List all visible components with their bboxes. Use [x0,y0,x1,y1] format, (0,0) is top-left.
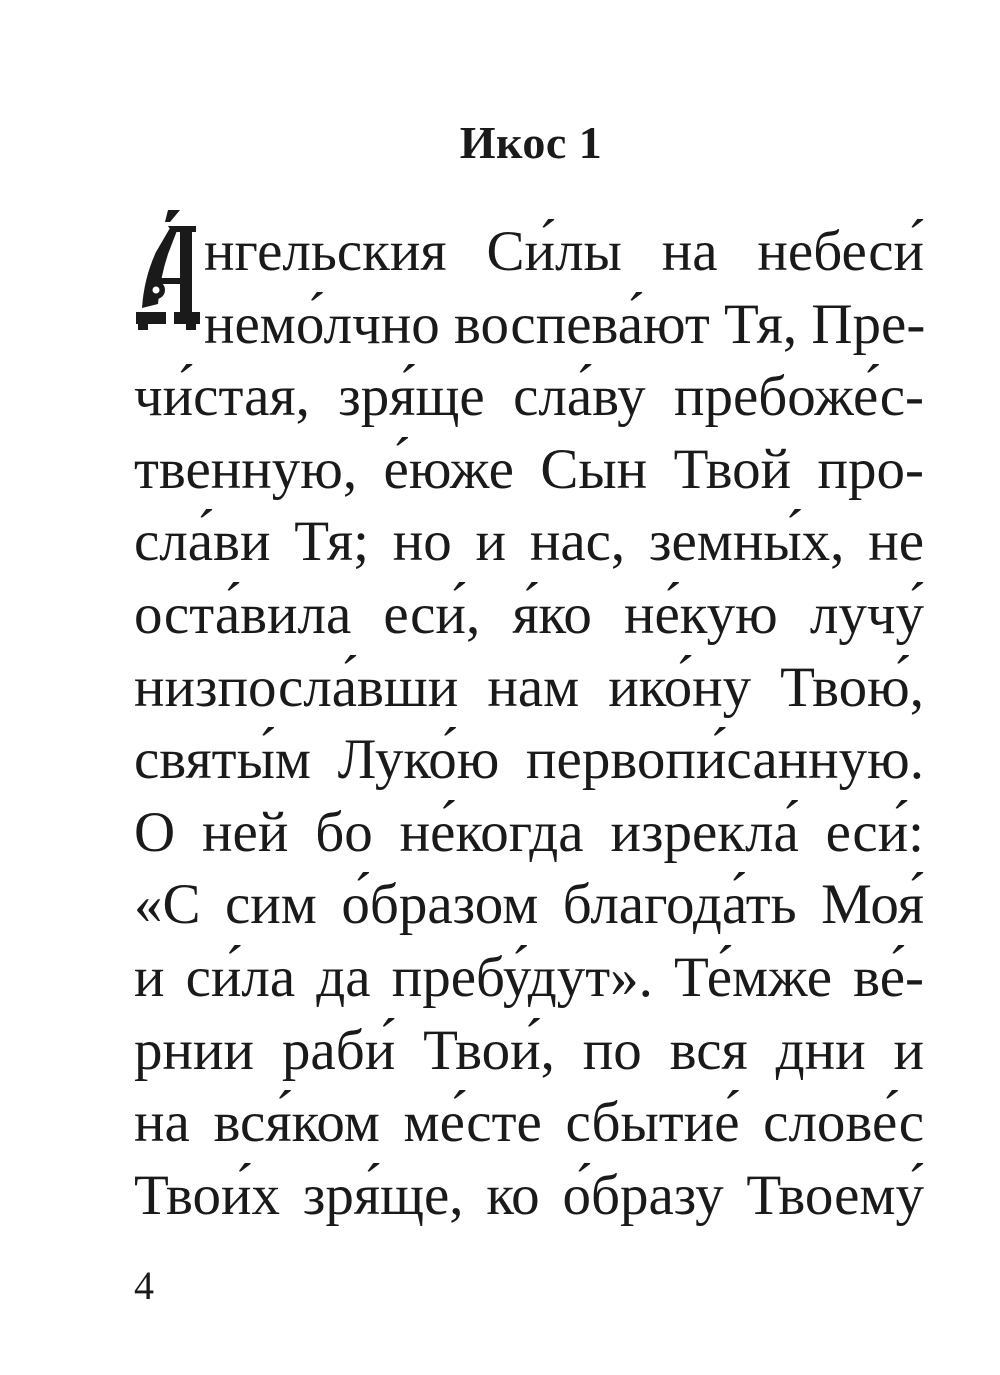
text-line: твенную, е́юже Сын Твой про- [134,437,924,501]
page-number: 4 [134,1263,154,1308]
text-line: О ней бо не́когда изрекла́ еси́: [134,800,924,864]
text-line: нгельския Си́лы на небеси́ [204,220,924,283]
ikos-text [134,216,924,1232]
text-line: на вся́ком ме́сте сбытие́ слове́с [134,1091,924,1155]
text-line: чи́стая, зря́ще сла́ву пребоже́с- [134,365,924,429]
page-title: Икос 1 [459,117,603,168]
text-line: немо́лчно воспева́ют Тя, Пре- [204,292,926,356]
text-line: сла́ви Тя; но и нас, земны́х, не [134,510,924,574]
text-line: Твои́х зря́ще, ко о́бразу Твоему́ [134,1163,924,1227]
text-line: оста́вила еси́, я́ко не́кую лучу́ [134,582,924,646]
text-line: святы́м Луко́ю первопи́санную. [134,728,924,792]
text-line: «С сим о́бразом благода́ть Моя́ [134,873,924,937]
text-line: и си́ла да пребу́дут». Те́мже ве́- [134,945,924,1009]
text-line: рнии раби́ Твои́, по вся дни и [134,1018,924,1082]
text-line: низпосла́вши нам ико́ну Твою́, [134,655,924,719]
